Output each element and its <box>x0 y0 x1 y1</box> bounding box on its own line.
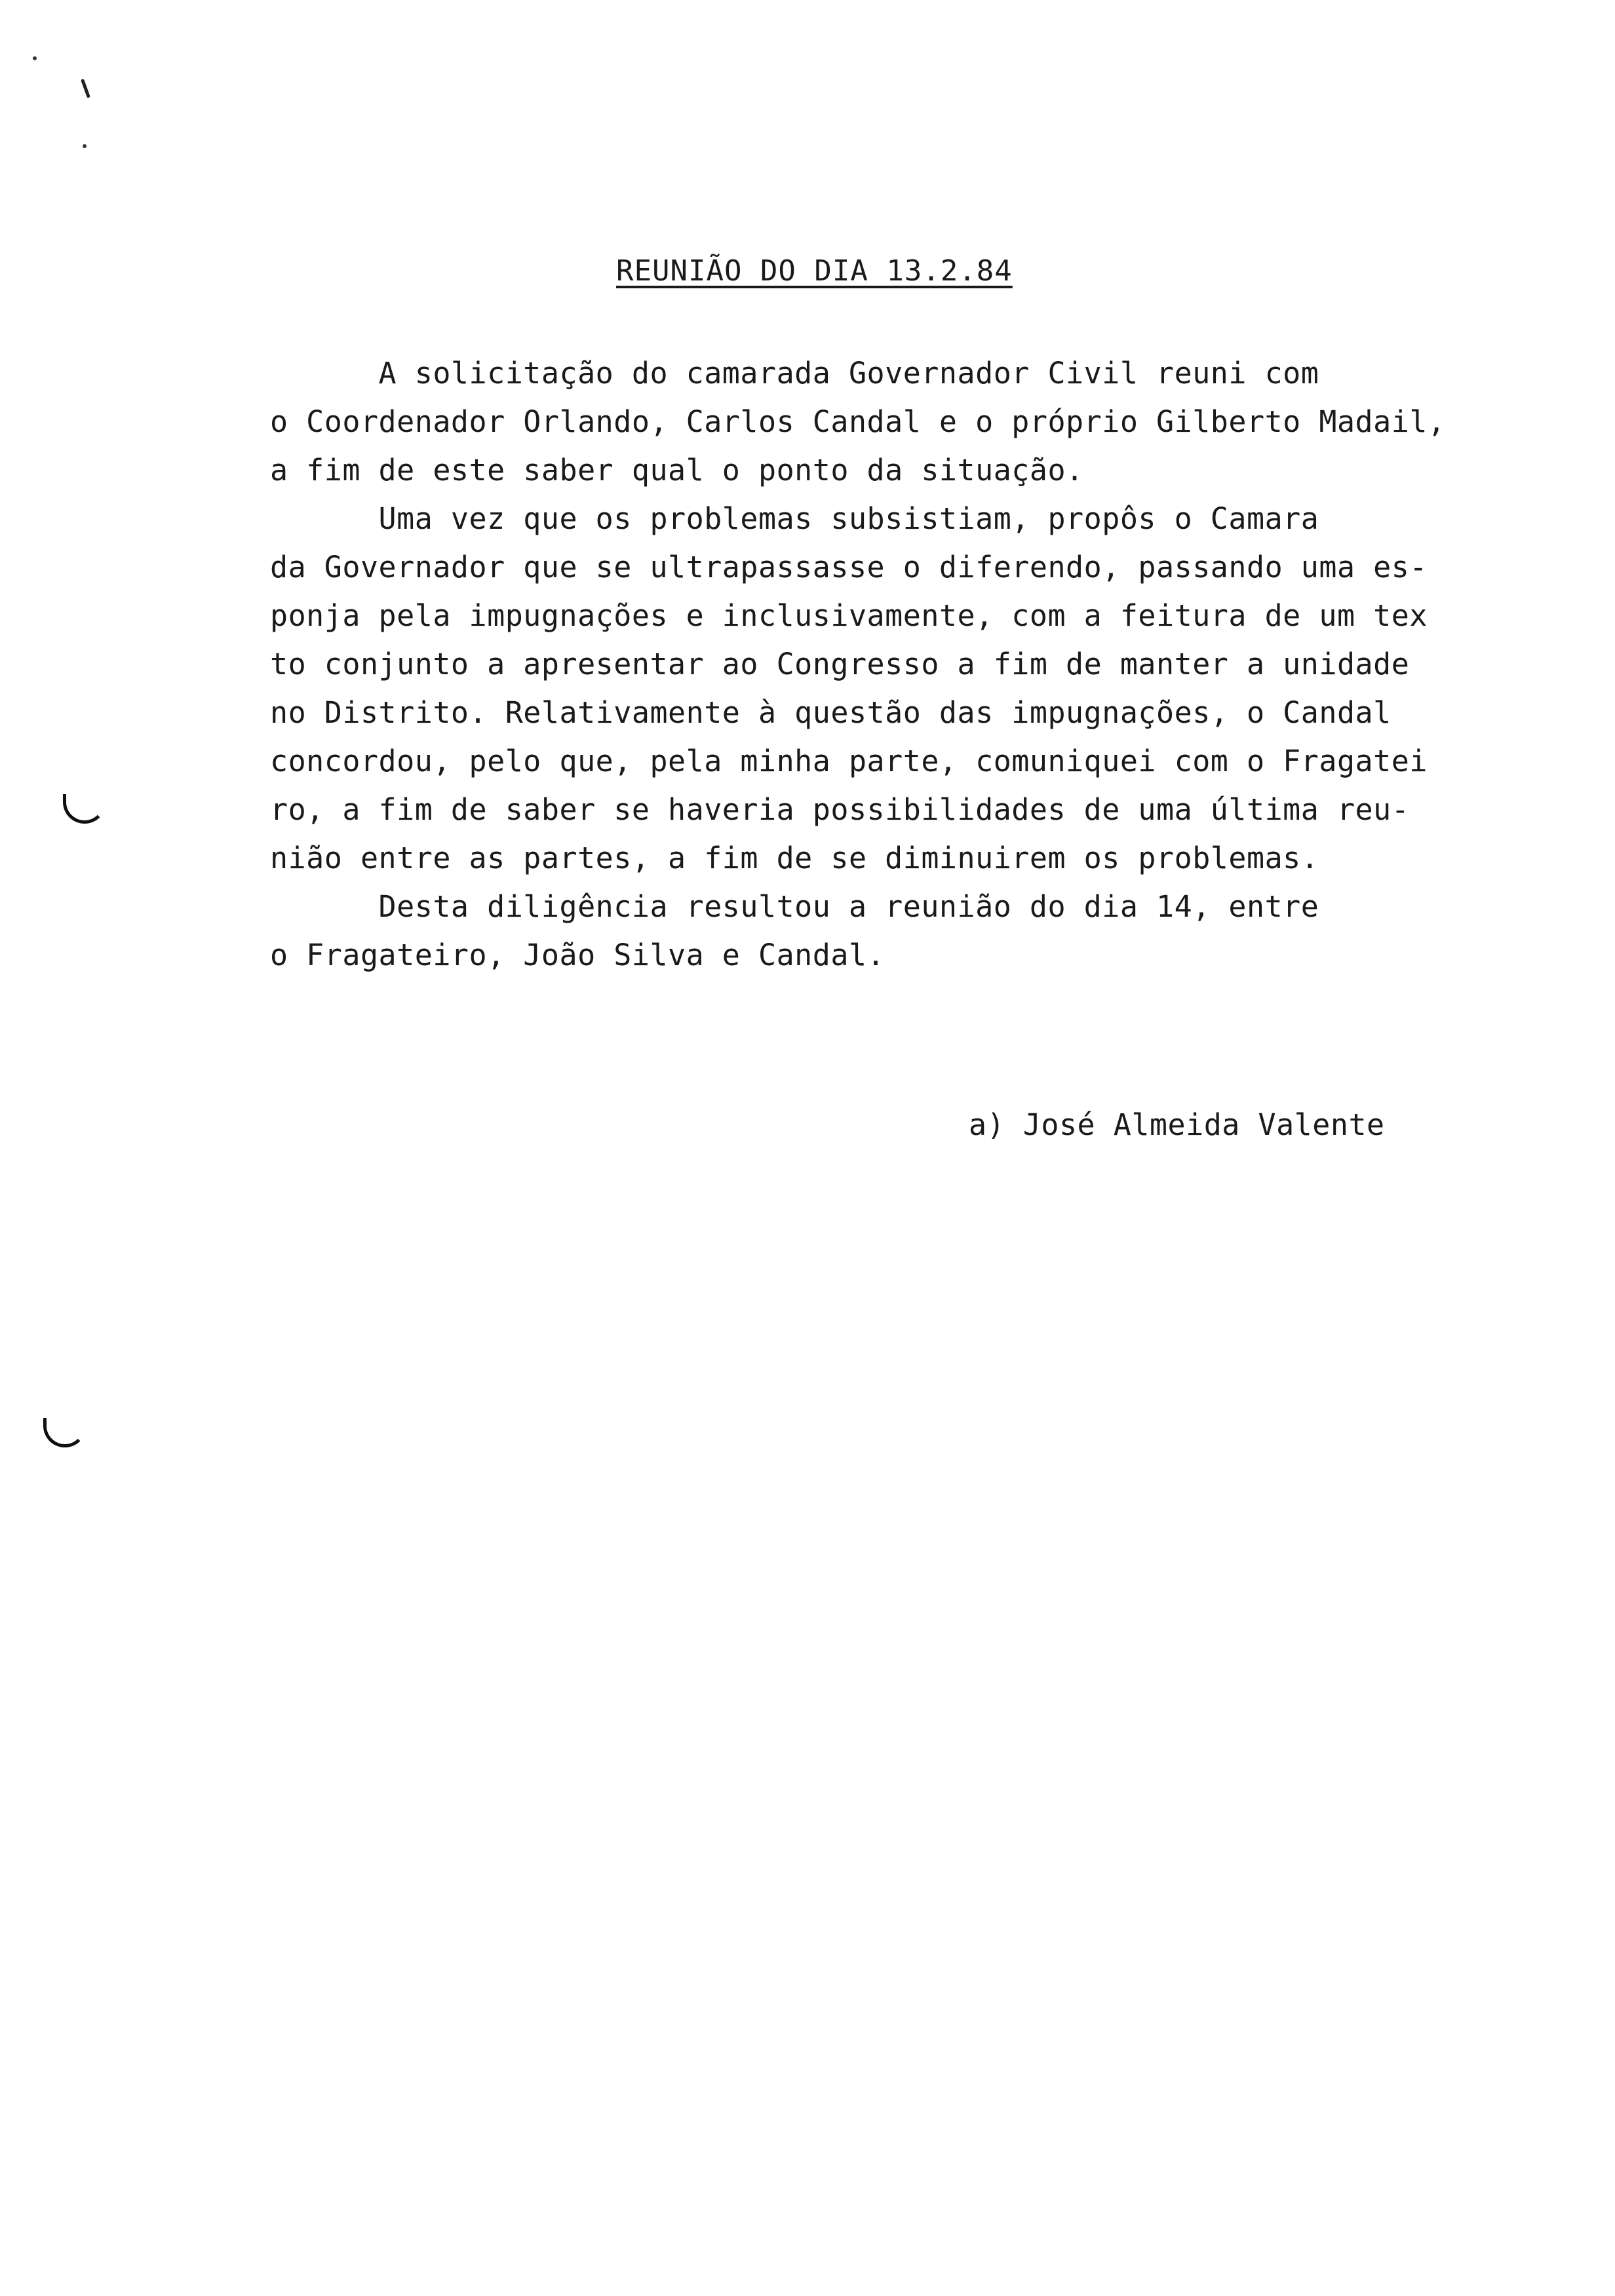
body-line-13: o Fragateiro, João Silva e Candal. <box>270 938 885 972</box>
body-line-12: Desta diligência resultou a reunião do dia 14, entre <box>270 889 1319 924</box>
signature: a) José Almeida Valente <box>969 1107 1385 1142</box>
body-line-4: Uma vez que os problemas subsistiam, propôs o Camara <box>270 501 1319 536</box>
body-line-11: nião entre as partes, a fim de se diminuirem os problemas. <box>270 841 1319 875</box>
punch-hole-mark <box>63 794 106 824</box>
body-line-8: no Distrito. Relativamente à questão das impugnações, o Candal <box>270 695 1391 730</box>
body-line-9: concordou, pelo que, pela minha parte, comuniquei com o Fragatei <box>270 744 1428 778</box>
punch-hole-mark-2 <box>43 1418 87 1447</box>
document-title: REUNIÃO DO DIA 13.2.84 <box>616 254 1013 288</box>
scan-tick-mark <box>81 79 90 98</box>
body-line-7: to conjunto a apresentar ao Congresso a fim de manter a unidade <box>270 647 1410 681</box>
body-line-5: da Governador que se ultrapassasse o diferendo, passando uma es- <box>270 550 1428 584</box>
body-line-10: ro, a fim de saber se haveria possibilidades de uma última reu- <box>270 792 1410 827</box>
body-line-6: ponja pela impugnações e inclusivamente, com a feitura de um tex <box>270 598 1428 633</box>
body-line-3: a fim de este saber qual o ponto da situação. <box>270 453 1084 488</box>
body-line-1: A solicitação do camarada Governador Civil reuni com <box>270 356 1319 391</box>
scan-dot-mark-2 <box>83 144 87 148</box>
scan-dot-mark <box>33 56 37 60</box>
body-line-2: o Coordenador Orlando, Carlos Candal e o próprio Gilberto Madail, <box>270 404 1446 439</box>
